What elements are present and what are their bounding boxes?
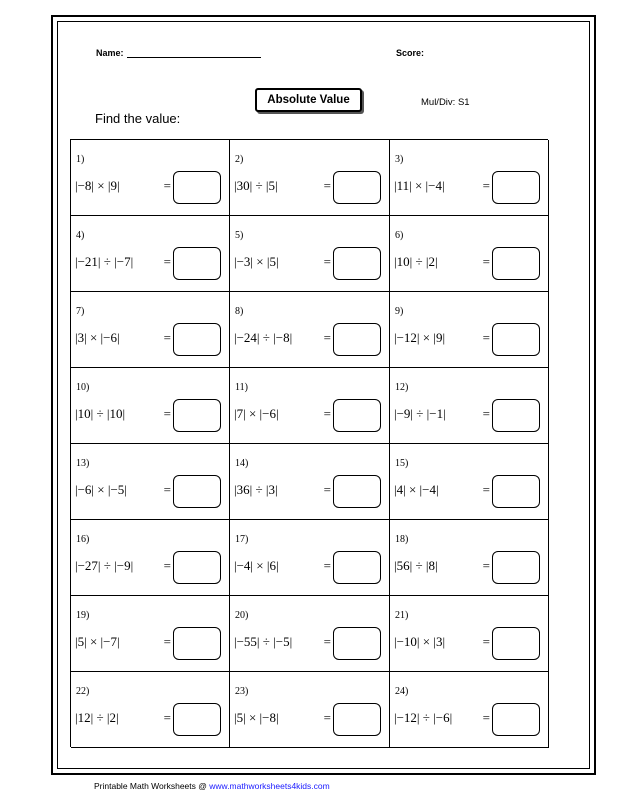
equals-sign: = <box>482 634 490 649</box>
problem-cell <box>71 444 230 520</box>
problem-cell <box>71 216 230 292</box>
problem-cell <box>230 216 390 292</box>
equals-sign: = <box>482 558 490 573</box>
instruction-text: Find the value: <box>95 111 181 126</box>
answer-box[interactable] <box>173 247 221 280</box>
name-field[interactable] <box>127 57 261 58</box>
footer-text: Printable Math Worksheets @ <box>94 781 210 791</box>
equals-sign: = <box>323 710 331 725</box>
equals-sign: = <box>323 254 331 269</box>
problem-number: 13) <box>76 458 90 469</box>
problem-expression: |−9| ÷ |−1| <box>394 406 446 421</box>
problem-expression: |5| × |−7| <box>75 634 120 649</box>
problem-expression: |5| × |−8| <box>234 710 279 725</box>
problem-expression: |−24| ÷ |−8| <box>234 330 293 345</box>
level-label: Mul/Div: S1 <box>421 97 470 108</box>
answer-box[interactable] <box>173 475 221 508</box>
answer-box[interactable] <box>492 551 540 584</box>
answer-box[interactable] <box>492 627 540 660</box>
worksheet-title: Absolute Value <box>255 88 362 112</box>
problem-expression: |−4| × |6| <box>234 558 279 573</box>
problem-expression: |−21| ÷ |−7| <box>75 254 134 269</box>
problem-expression: |10| ÷ |2| <box>394 254 438 269</box>
equals-sign: = <box>323 482 331 497</box>
score-label: Score: <box>396 48 425 58</box>
problem-expression: |−12| ÷ |−6| <box>394 710 453 725</box>
answer-box[interactable] <box>333 323 381 356</box>
answer-box[interactable] <box>333 171 381 204</box>
problem-number: 15) <box>395 458 409 469</box>
problem-expression: |10| ÷ |10| <box>75 406 126 421</box>
problem-cell <box>230 140 390 216</box>
problem-expression: |−6| × |−5| <box>75 482 127 497</box>
problem-number: 18) <box>395 534 409 545</box>
problem-cell <box>230 368 390 444</box>
problem-number: 24) <box>395 686 409 697</box>
problem-expression: |−55| ÷ |−5| <box>234 634 293 649</box>
equals-sign: = <box>323 406 331 421</box>
answer-box[interactable] <box>173 399 221 432</box>
problem-cell <box>390 672 549 748</box>
problem-cell <box>71 140 230 216</box>
name-label: Name: <box>96 48 124 58</box>
problem-expression: |−27| ÷ |−9| <box>75 558 134 573</box>
answer-box[interactable] <box>492 475 540 508</box>
problem-cell <box>71 672 230 748</box>
answer-box[interactable] <box>173 627 221 660</box>
problem-expression: |30| ÷ |5| <box>234 178 278 193</box>
equals-sign: = <box>163 710 171 725</box>
problem-expression: |−10| × |3| <box>394 634 446 649</box>
equals-sign: = <box>323 558 331 573</box>
problem-cell <box>390 292 549 368</box>
problem-number: 21) <box>395 610 409 621</box>
equals-sign: = <box>323 330 331 345</box>
problem-cell <box>230 596 390 672</box>
problem-number: 22) <box>76 686 90 697</box>
problem-number: 9) <box>395 306 404 317</box>
problem-number: 5) <box>235 230 244 241</box>
answer-box[interactable] <box>492 703 540 736</box>
answer-box[interactable] <box>173 323 221 356</box>
problem-number: 16) <box>76 534 90 545</box>
problem-cell <box>71 292 230 368</box>
problem-number: 23) <box>235 686 249 697</box>
problem-number: 4) <box>76 230 85 241</box>
problem-expression: |12| ÷ |2| <box>75 710 119 725</box>
problem-expression: |11| × |−4| <box>394 178 445 193</box>
footer <box>94 781 330 791</box>
answer-box[interactable] <box>492 399 540 432</box>
problem-number: 17) <box>235 534 249 545</box>
problem-number: 12) <box>395 382 409 393</box>
problem-cell <box>230 520 390 596</box>
problem-grid <box>70 139 548 747</box>
equals-sign: = <box>163 482 171 497</box>
equals-sign: = <box>163 558 171 573</box>
problem-number: 19) <box>76 610 90 621</box>
equals-sign: = <box>482 178 490 193</box>
equals-sign: = <box>482 254 490 269</box>
equals-sign: = <box>482 710 490 725</box>
answer-box[interactable] <box>173 551 221 584</box>
problem-number: 2) <box>235 154 244 165</box>
problem-number: 8) <box>235 306 244 317</box>
equals-sign: = <box>163 330 171 345</box>
equals-sign: = <box>163 634 171 649</box>
equals-sign: = <box>163 254 171 269</box>
answer-box[interactable] <box>173 703 221 736</box>
problem-cell <box>390 140 549 216</box>
footer-link[interactable]: www.mathworksheets4kids.com <box>209 781 330 791</box>
problem-expression: |−12| × |9| <box>394 330 446 345</box>
answer-box[interactable] <box>492 323 540 356</box>
problem-cell <box>71 596 230 672</box>
answer-box[interactable] <box>333 475 381 508</box>
answer-box[interactable] <box>333 551 381 584</box>
problem-cell <box>230 672 390 748</box>
problem-number: 20) <box>235 610 249 621</box>
problem-expression: |3| × |−6| <box>75 330 120 345</box>
answer-box[interactable] <box>333 247 381 280</box>
answer-box[interactable] <box>492 247 540 280</box>
equals-sign: = <box>323 178 331 193</box>
problem-expression: |56| ÷ |8| <box>394 558 438 573</box>
problem-cell <box>390 216 549 292</box>
problem-number: 3) <box>395 154 404 165</box>
answer-box[interactable] <box>173 171 221 204</box>
problem-number: 7) <box>76 306 85 317</box>
answer-box[interactable] <box>333 627 381 660</box>
problem-cell <box>390 596 549 672</box>
problem-expression: |−3| × |5| <box>234 254 279 269</box>
problem-number: 1) <box>76 154 85 165</box>
answer-box[interactable] <box>492 171 540 204</box>
equals-sign: = <box>163 406 171 421</box>
problem-number: 14) <box>235 458 249 469</box>
problem-expression: |7| × |−6| <box>234 406 279 421</box>
equals-sign: = <box>482 482 490 497</box>
problem-cell <box>390 368 549 444</box>
problem-number: 10) <box>76 382 90 393</box>
answer-box[interactable] <box>333 703 381 736</box>
problem-expression: |−8| × |9| <box>75 178 120 193</box>
equals-sign: = <box>482 330 490 345</box>
problem-cell <box>230 292 390 368</box>
problem-cell <box>390 444 549 520</box>
equals-sign: = <box>163 178 171 193</box>
problem-cell <box>71 368 230 444</box>
problem-expression: |36| ÷ |3| <box>234 482 278 497</box>
equals-sign: = <box>482 406 490 421</box>
problem-number: 11) <box>235 382 248 393</box>
answer-box[interactable] <box>333 399 381 432</box>
problem-cell <box>71 520 230 596</box>
problem-expression: |4| × |−4| <box>394 482 439 497</box>
problem-cell <box>230 444 390 520</box>
problem-cell <box>390 520 549 596</box>
equals-sign: = <box>323 634 331 649</box>
problem-number: 6) <box>395 230 404 241</box>
